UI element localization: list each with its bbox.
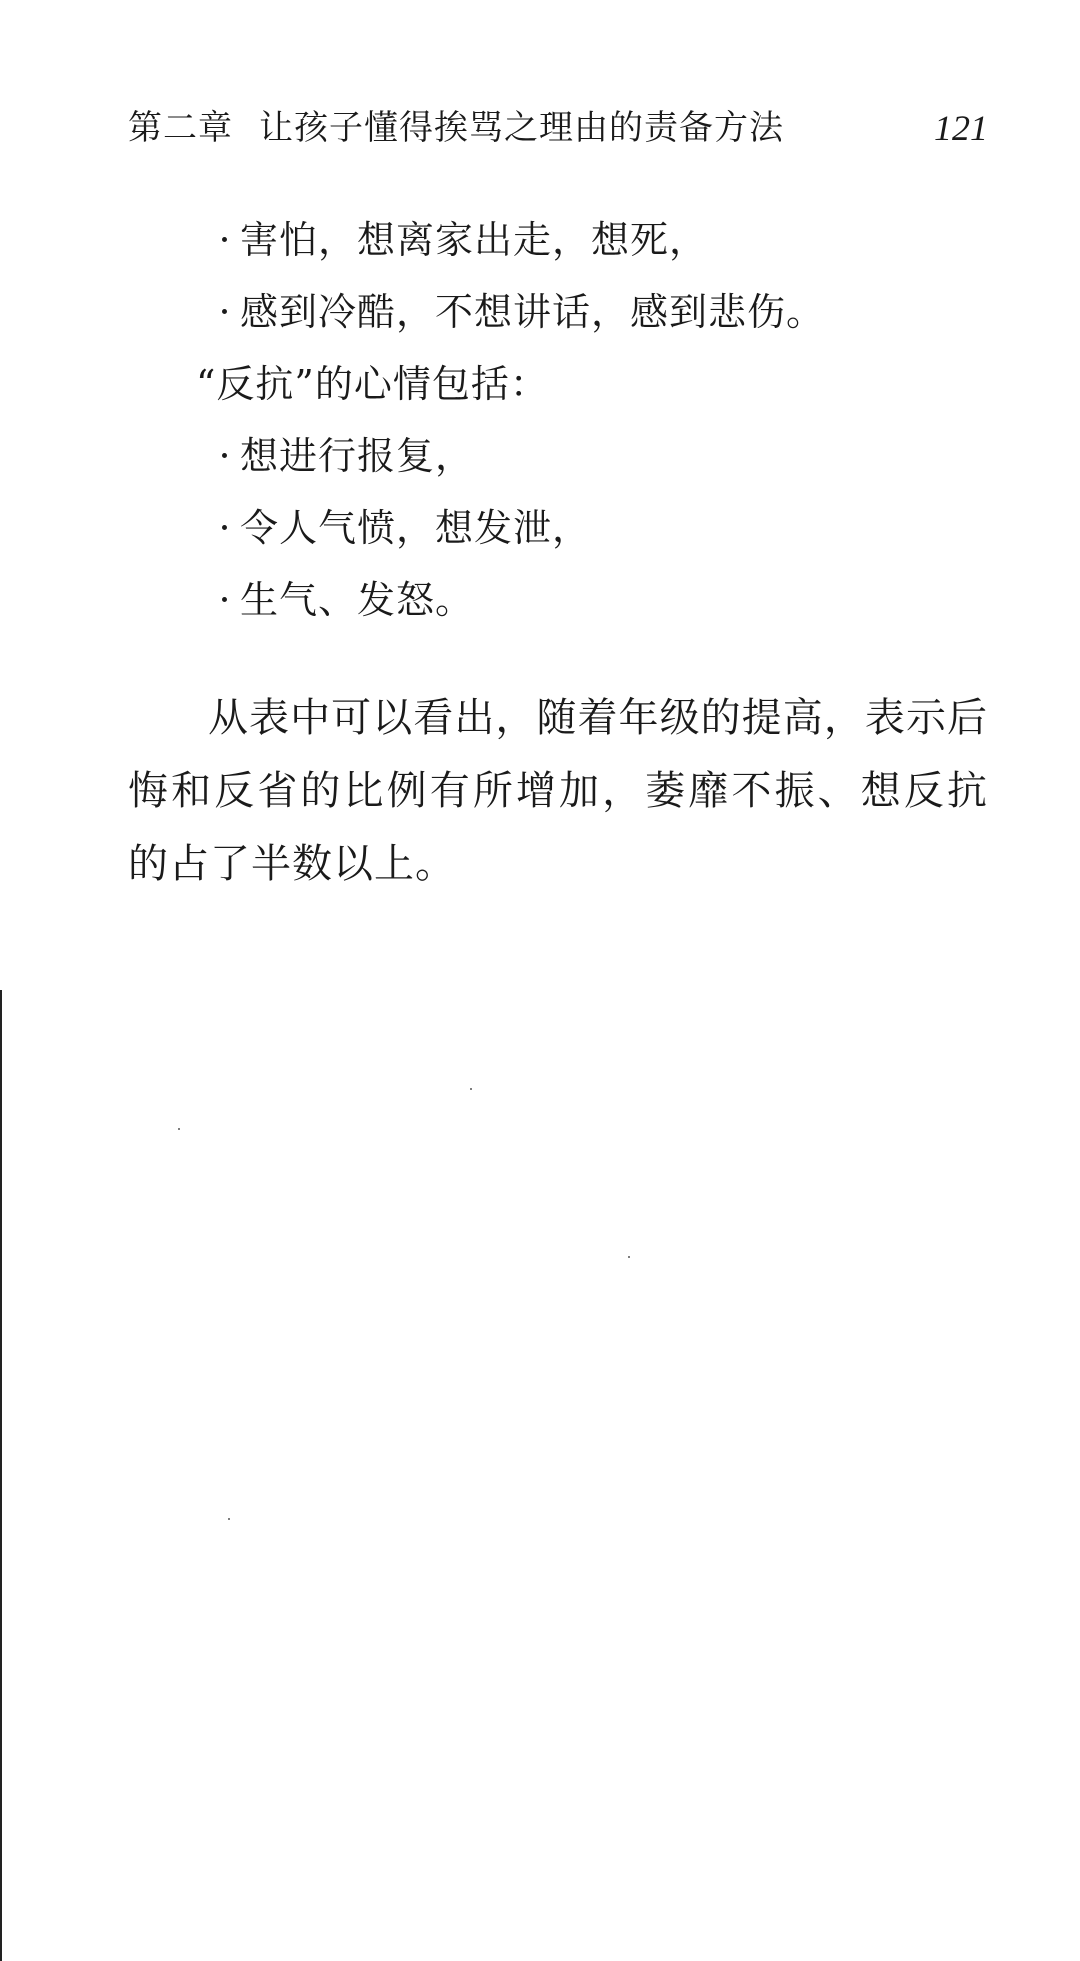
- list-item: [210, 570, 474, 630]
- list-item-text: 生气、发怒。: [240, 578, 475, 622]
- list-item-text: 令人气愤，想发泄，: [240, 506, 592, 550]
- bullet-marker: ·: [218, 578, 232, 622]
- body-paragraph: 从表中可以看出，随着年级的提高，表示后悔和反省的比例有所增加，萎靡不振、想反抗的占了半数以上。: [128, 695, 988, 887]
- scan-speck: [470, 1088, 472, 1090]
- list-item-text: 想进行报复，: [240, 434, 475, 478]
- running-title: [128, 100, 784, 156]
- list-item: [210, 282, 825, 342]
- bullet-marker: ·: [218, 434, 232, 478]
- list-item-text: 感到冷酷，不想讲话，感到悲伤。: [240, 290, 826, 334]
- scan-speck: [178, 1128, 180, 1130]
- scan-speck: [228, 1518, 230, 1520]
- scan-edge-line: [0, 990, 2, 1961]
- page-number: 121: [934, 108, 988, 148]
- list-item: [210, 498, 591, 558]
- running-header: [128, 100, 988, 160]
- chapter-title: 让孩子懂得挨骂之理由的责备方法: [259, 108, 784, 148]
- bullet-marker: ·: [218, 506, 232, 550]
- bullet-marker: ·: [218, 290, 232, 334]
- scan-speck: [628, 1256, 630, 1258]
- list-item: [210, 210, 708, 270]
- bullet-marker: ·: [218, 218, 232, 262]
- chapter-label: 第二章: [128, 108, 233, 148]
- list-item: [210, 426, 474, 486]
- list-item-text: 害怕，想离家出走，想死，: [240, 218, 709, 262]
- section-intro: “反抗”的心情包括：: [196, 362, 549, 406]
